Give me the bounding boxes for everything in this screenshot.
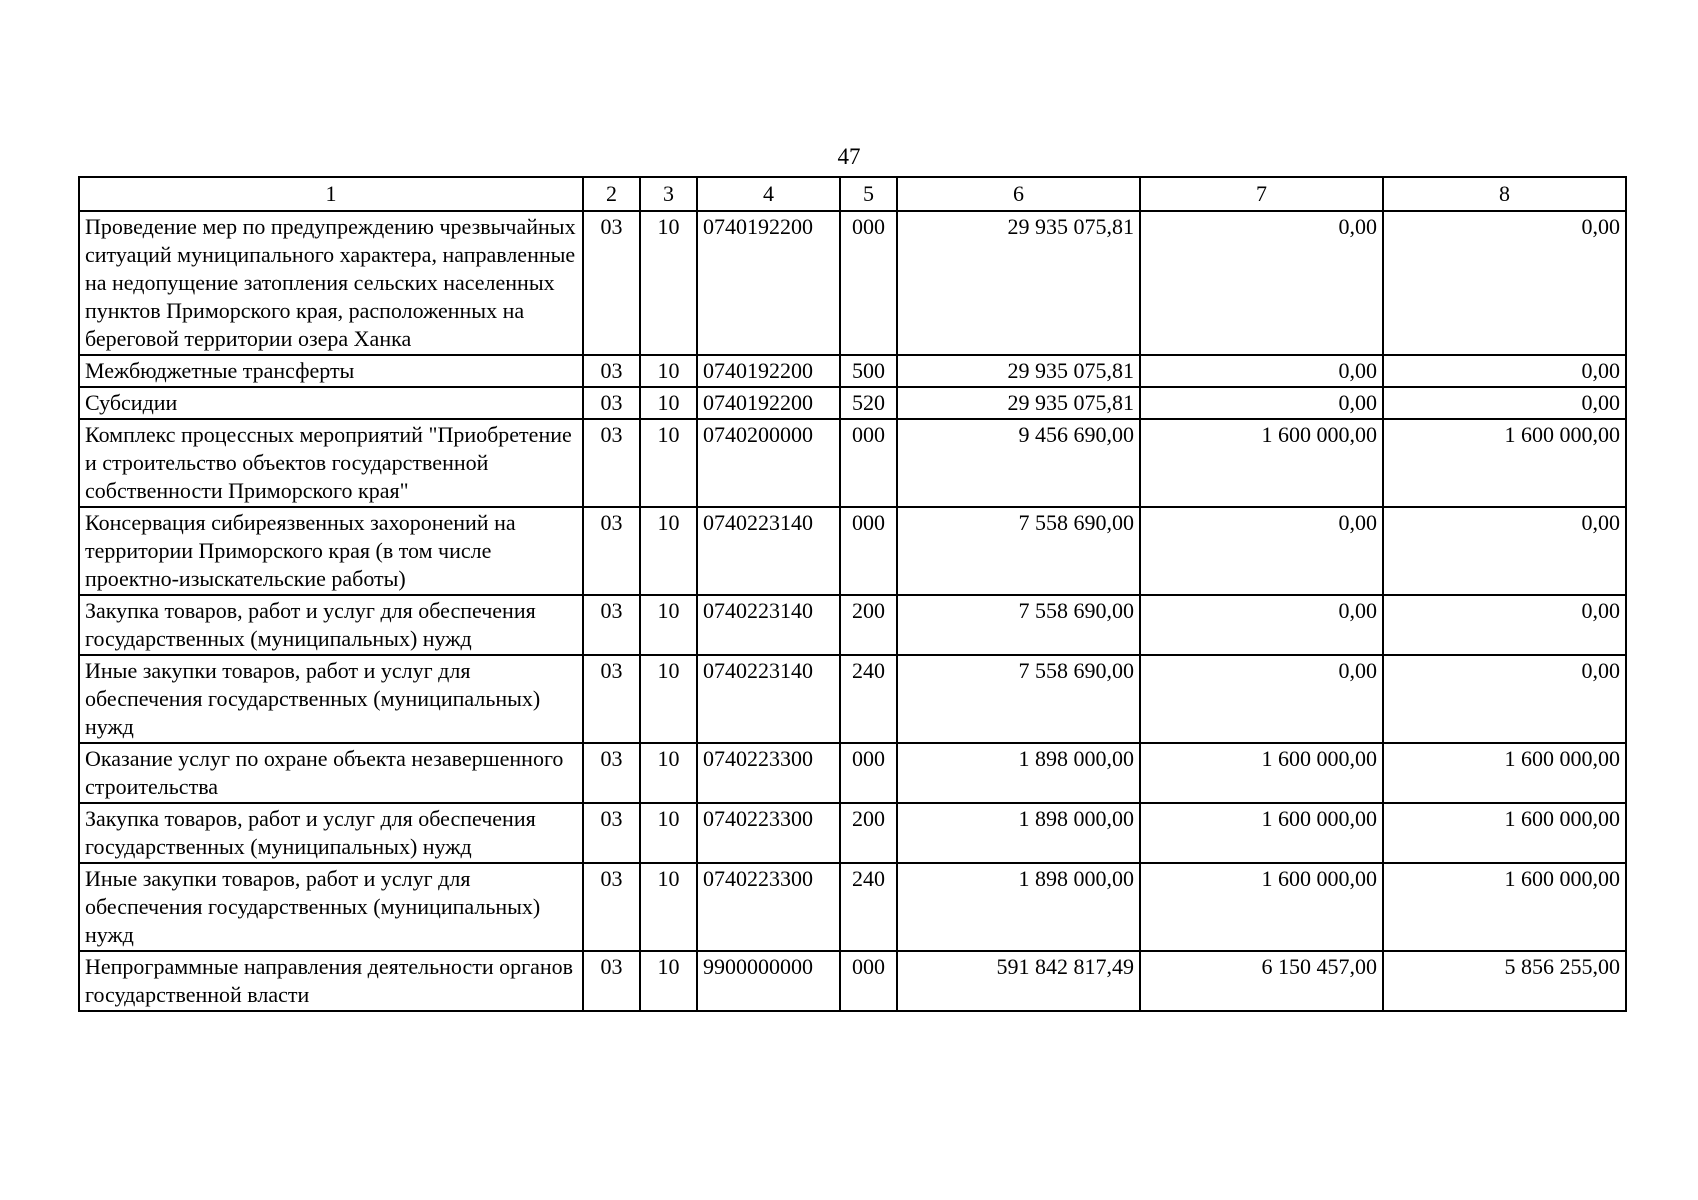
section-code-cell: 03 [583, 863, 640, 951]
expense-name-cell: Консервация сибиреязвенных захоронений на территории Приморского края (в том числе проектно-изыскательские работы) [79, 507, 583, 595]
amount-col7-cell: 0,00 [1140, 387, 1383, 419]
subsection-code-cell: 10 [640, 419, 697, 507]
expense-name-cell: Субсидии [79, 387, 583, 419]
table-row [79, 595, 1626, 655]
column-header: 4 [697, 177, 840, 211]
amount-col8-cell: 1 600 000,00 [1383, 743, 1626, 803]
column-header: 2 [583, 177, 640, 211]
table-row [79, 655, 1626, 743]
amount-col7-cell: 0,00 [1140, 355, 1383, 387]
table-row [79, 387, 1626, 419]
section-code-cell: 03 [583, 507, 640, 595]
target-item-code-cell: 0740192200 [697, 387, 840, 419]
subsection-code-cell: 10 [640, 743, 697, 803]
table-row [79, 863, 1626, 951]
table-row [79, 951, 1626, 1011]
expense-type-code-cell: 240 [840, 863, 897, 951]
subsection-code-cell: 10 [640, 863, 697, 951]
amount-col8-cell: 0,00 [1383, 355, 1626, 387]
column-header: 8 [1383, 177, 1626, 211]
section-code-cell: 03 [583, 419, 640, 507]
column-header: 6 [897, 177, 1140, 211]
expense-type-code-cell: 000 [840, 507, 897, 595]
amount-col8-cell: 0,00 [1383, 655, 1626, 743]
expense-type-code-cell: 000 [840, 211, 897, 355]
expense-name-cell: Проведение мер по предупреждению чрезвычайных ситуаций муниципального характера, направленные на недопущение затопления сельских населенных пунктов Приморского края, расположенных на береговой территории озера Ханка [79, 211, 583, 355]
amount-col8-cell: 1 600 000,00 [1383, 419, 1626, 507]
target-item-code-cell: 0740192200 [697, 355, 840, 387]
amount-col6-cell: 7 558 690,00 [897, 595, 1140, 655]
target-item-code-cell: 0740200000 [697, 419, 840, 507]
target-item-code-cell: 0740223140 [697, 507, 840, 595]
section-code-cell: 03 [583, 803, 640, 863]
amount-col8-cell: 0,00 [1383, 211, 1626, 355]
amount-col7-cell: 0,00 [1140, 595, 1383, 655]
column-header: 5 [840, 177, 897, 211]
target-item-code-cell: 0740223140 [697, 595, 840, 655]
section-code-cell: 03 [583, 655, 640, 743]
table-row [79, 507, 1626, 595]
amount-col6-cell: 9 456 690,00 [897, 419, 1140, 507]
amount-col8-cell: 1 600 000,00 [1383, 863, 1626, 951]
amount-col6-cell: 591 842 817,49 [897, 951, 1140, 1011]
page-number: 47 [837, 144, 861, 169]
column-header: 1 [79, 177, 583, 211]
table-row [79, 355, 1626, 387]
expense-type-code-cell: 200 [840, 803, 897, 863]
expense-type-code-cell: 500 [840, 355, 897, 387]
amount-col6-cell: 7 558 690,00 [897, 655, 1140, 743]
expense-name-cell: Иные закупки товаров, работ и услуг для обеспечения государственных (муниципальных) нужд [79, 863, 583, 951]
amount-col7-cell: 0,00 [1140, 211, 1383, 355]
section-code-cell: 03 [583, 595, 640, 655]
column-number-header-row [79, 177, 1626, 211]
target-item-code-cell: 0740223300 [697, 803, 840, 863]
expense-type-code-cell: 520 [840, 387, 897, 419]
amount-col6-cell: 1 898 000,00 [897, 803, 1140, 863]
expense-type-code-cell: 240 [840, 655, 897, 743]
subsection-code-cell: 10 [640, 507, 697, 595]
table-row [79, 743, 1626, 803]
amount-col6-cell: 7 558 690,00 [897, 507, 1140, 595]
target-item-code-cell: 0740192200 [697, 211, 840, 355]
amount-col8-cell: 1 600 000,00 [1383, 803, 1626, 863]
subsection-code-cell: 10 [640, 595, 697, 655]
table-row [79, 419, 1626, 507]
subsection-code-cell: 10 [640, 655, 697, 743]
amount-col7-cell: 1 600 000,00 [1140, 743, 1383, 803]
table-row [79, 211, 1626, 355]
expense-name-cell: Межбюджетные трансферты [79, 355, 583, 387]
expense-type-code-cell: 000 [840, 951, 897, 1011]
expense-type-code-cell: 200 [840, 595, 897, 655]
section-code-cell: 03 [583, 355, 640, 387]
table-row [79, 803, 1626, 863]
expense-name-cell: Комплекс процессных мероприятий "Приобретение и строительство объектов государственной собственности Приморского края" [79, 419, 583, 507]
section-code-cell: 03 [583, 951, 640, 1011]
subsection-code-cell: 10 [640, 211, 697, 355]
target-item-code-cell: 9900000000 [697, 951, 840, 1011]
amount-col7-cell: 0,00 [1140, 507, 1383, 595]
expense-name-cell: Оказание услуг по охране объекта незавершенного строительства [79, 743, 583, 803]
amount-col6-cell: 29 935 075,81 [897, 387, 1140, 419]
amount-col8-cell: 5 856 255,00 [1383, 951, 1626, 1011]
amount-col6-cell: 1 898 000,00 [897, 863, 1140, 951]
amount-col8-cell: 0,00 [1383, 595, 1626, 655]
amount-col7-cell: 1 600 000,00 [1140, 803, 1383, 863]
expense-name-cell: Закупка товаров, работ и услуг для обеспечения государственных (муниципальных) нужд [79, 803, 583, 863]
section-code-cell: 03 [583, 211, 640, 355]
expense-name-cell: Иные закупки товаров, работ и услуг для обеспечения государственных (муниципальных) нужд [79, 655, 583, 743]
expense-name-cell: Закупка товаров, работ и услуг для обеспечения государственных (муниципальных) нужд [79, 595, 583, 655]
amount-col6-cell: 1 898 000,00 [897, 743, 1140, 803]
target-item-code-cell: 0740223300 [697, 743, 840, 803]
target-item-code-cell: 0740223300 [697, 863, 840, 951]
target-item-code-cell: 0740223140 [697, 655, 840, 743]
section-code-cell: 03 [583, 743, 640, 803]
subsection-code-cell: 10 [640, 951, 697, 1011]
subsection-code-cell: 10 [640, 355, 697, 387]
amount-col7-cell: 6 150 457,00 [1140, 951, 1383, 1011]
amount-col7-cell: 1 600 000,00 [1140, 863, 1383, 951]
amount-col7-cell: 1 600 000,00 [1140, 419, 1383, 507]
column-header: 7 [1140, 177, 1383, 211]
section-code-cell: 03 [583, 387, 640, 419]
expense-type-code-cell: 000 [840, 743, 897, 803]
amount-col6-cell: 29 935 075,81 [897, 211, 1140, 355]
budget-table [78, 176, 1627, 1012]
amount-col7-cell: 0,00 [1140, 655, 1383, 743]
amount-col8-cell: 0,00 [1383, 387, 1626, 419]
amount-col6-cell: 29 935 075,81 [897, 355, 1140, 387]
expense-type-code-cell: 000 [840, 419, 897, 507]
subsection-code-cell: 10 [640, 803, 697, 863]
expense-name-cell: Непрограммные направления деятельности органов государственной власти [79, 951, 583, 1011]
subsection-code-cell: 10 [640, 387, 697, 419]
column-header: 3 [640, 177, 697, 211]
amount-col8-cell: 0,00 [1383, 507, 1626, 595]
